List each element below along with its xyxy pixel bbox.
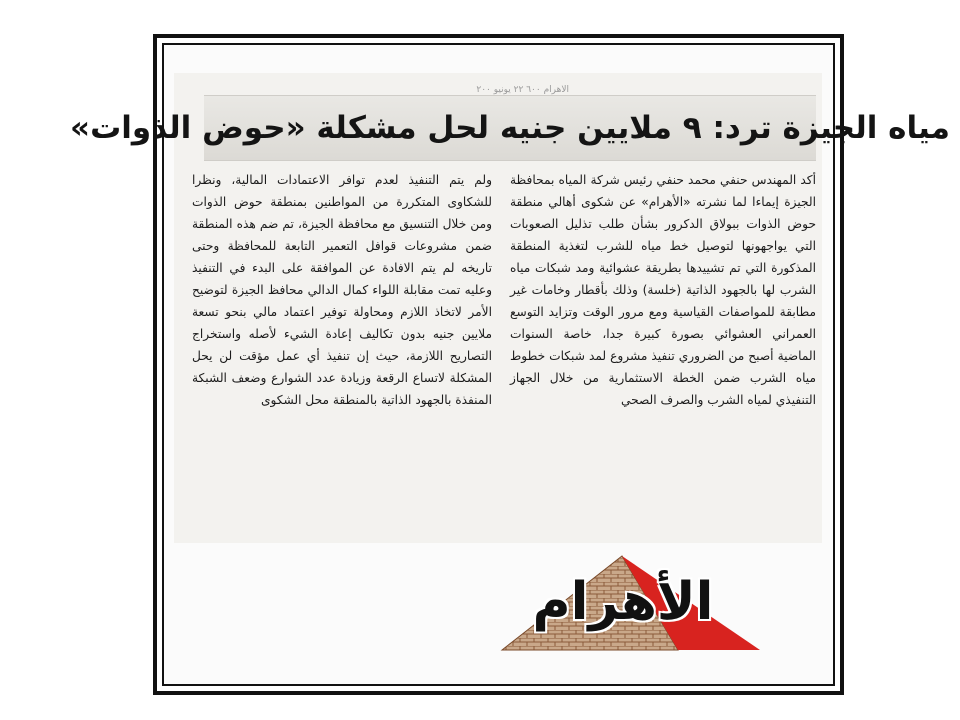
- newspaper-clipping: [70, 73, 950, 543]
- clipping-dateline: الاهرام ٦٠٠ ٢٢ يونيو ٢٠٠: [476, 85, 569, 95]
- clipping-frame-inner: [70, 43, 950, 686]
- clipping-frame: [70, 34, 950, 695]
- al-ahram-wordmark: الأهرام: [532, 572, 714, 632]
- headline: مياه الجيزة ترد: ٩ ملايين جنيه لحل مشكلة «حوض الذوات»: [70, 110, 950, 146]
- al-ahram-logo: [502, 550, 762, 660]
- headline-bar: [70, 95, 950, 161]
- article-column-left: ولم يتم التنفيذ لعدم توافر الاعتمادات المالية، ونظرا للشكاوى المتكررة من المواطنين بمنطقة حوض الذوات ومن خلال التنسيق مع محافظة الجيزة، تم ضم هذه المنطقة ضمن مشروعات قوافل التعمير التابعة للمحافظة وحتى تاريخه لم يتم الافادة عن الموافقة على البدء في التنفيذ وعليه تمت مقابلة اللواء كمال الدالي محافظ الجيزة لتوضيح الأمر لاتخاذ اللازم ومحاولة توفير اعتماد مالي بنحو تسعة ملايين جنيه بدون تكاليف إعادة الشيء لأصله واستخراج التصاريح اللازمة، حيث إن تنفيذ أي عمل مؤقت لن يحل المشكلة لاتساع الرقعة وزيادة عدد الشوارع وضعف الشبكة المنفذة بالجهود الذاتية بالمنطقة محل الشكوى: [192, 173, 492, 407]
- article-column-right: أكد المهندس حنفي محمد حنفي رئيس شركة المياه بمحافظة الجيزة إيماءا لما نشرته «الأهرام» عن شكوى أهالي منطقة حوض الذوات ببولاق الدكرور بشأن طلب تذليل الصعوبات التي يواجهونها لتوصيل خط مياه للشرب لتغذية المنطقة المذكورة التي تم تشييدها بطريقة عشوائية ومد شبكات مياه الشرب لها بالجهود الذاتية (خلسة) وذلك بأقطار وخامات غير مطابقة للمواصفات القياسية ومع مرور الوقت وتزايد التوسع العمراني العشوائي بصورة كبيرة جدا، خاصة السنوات الماضية أصبح من الضروري تنفيذ مشروع لمد شبكات خطوط مياه الشرب ضمن الخطة الاستثمارية من خلال الجهاز التنفيذي لمياه الشرب والصرف الصحي: [510, 173, 816, 407]
